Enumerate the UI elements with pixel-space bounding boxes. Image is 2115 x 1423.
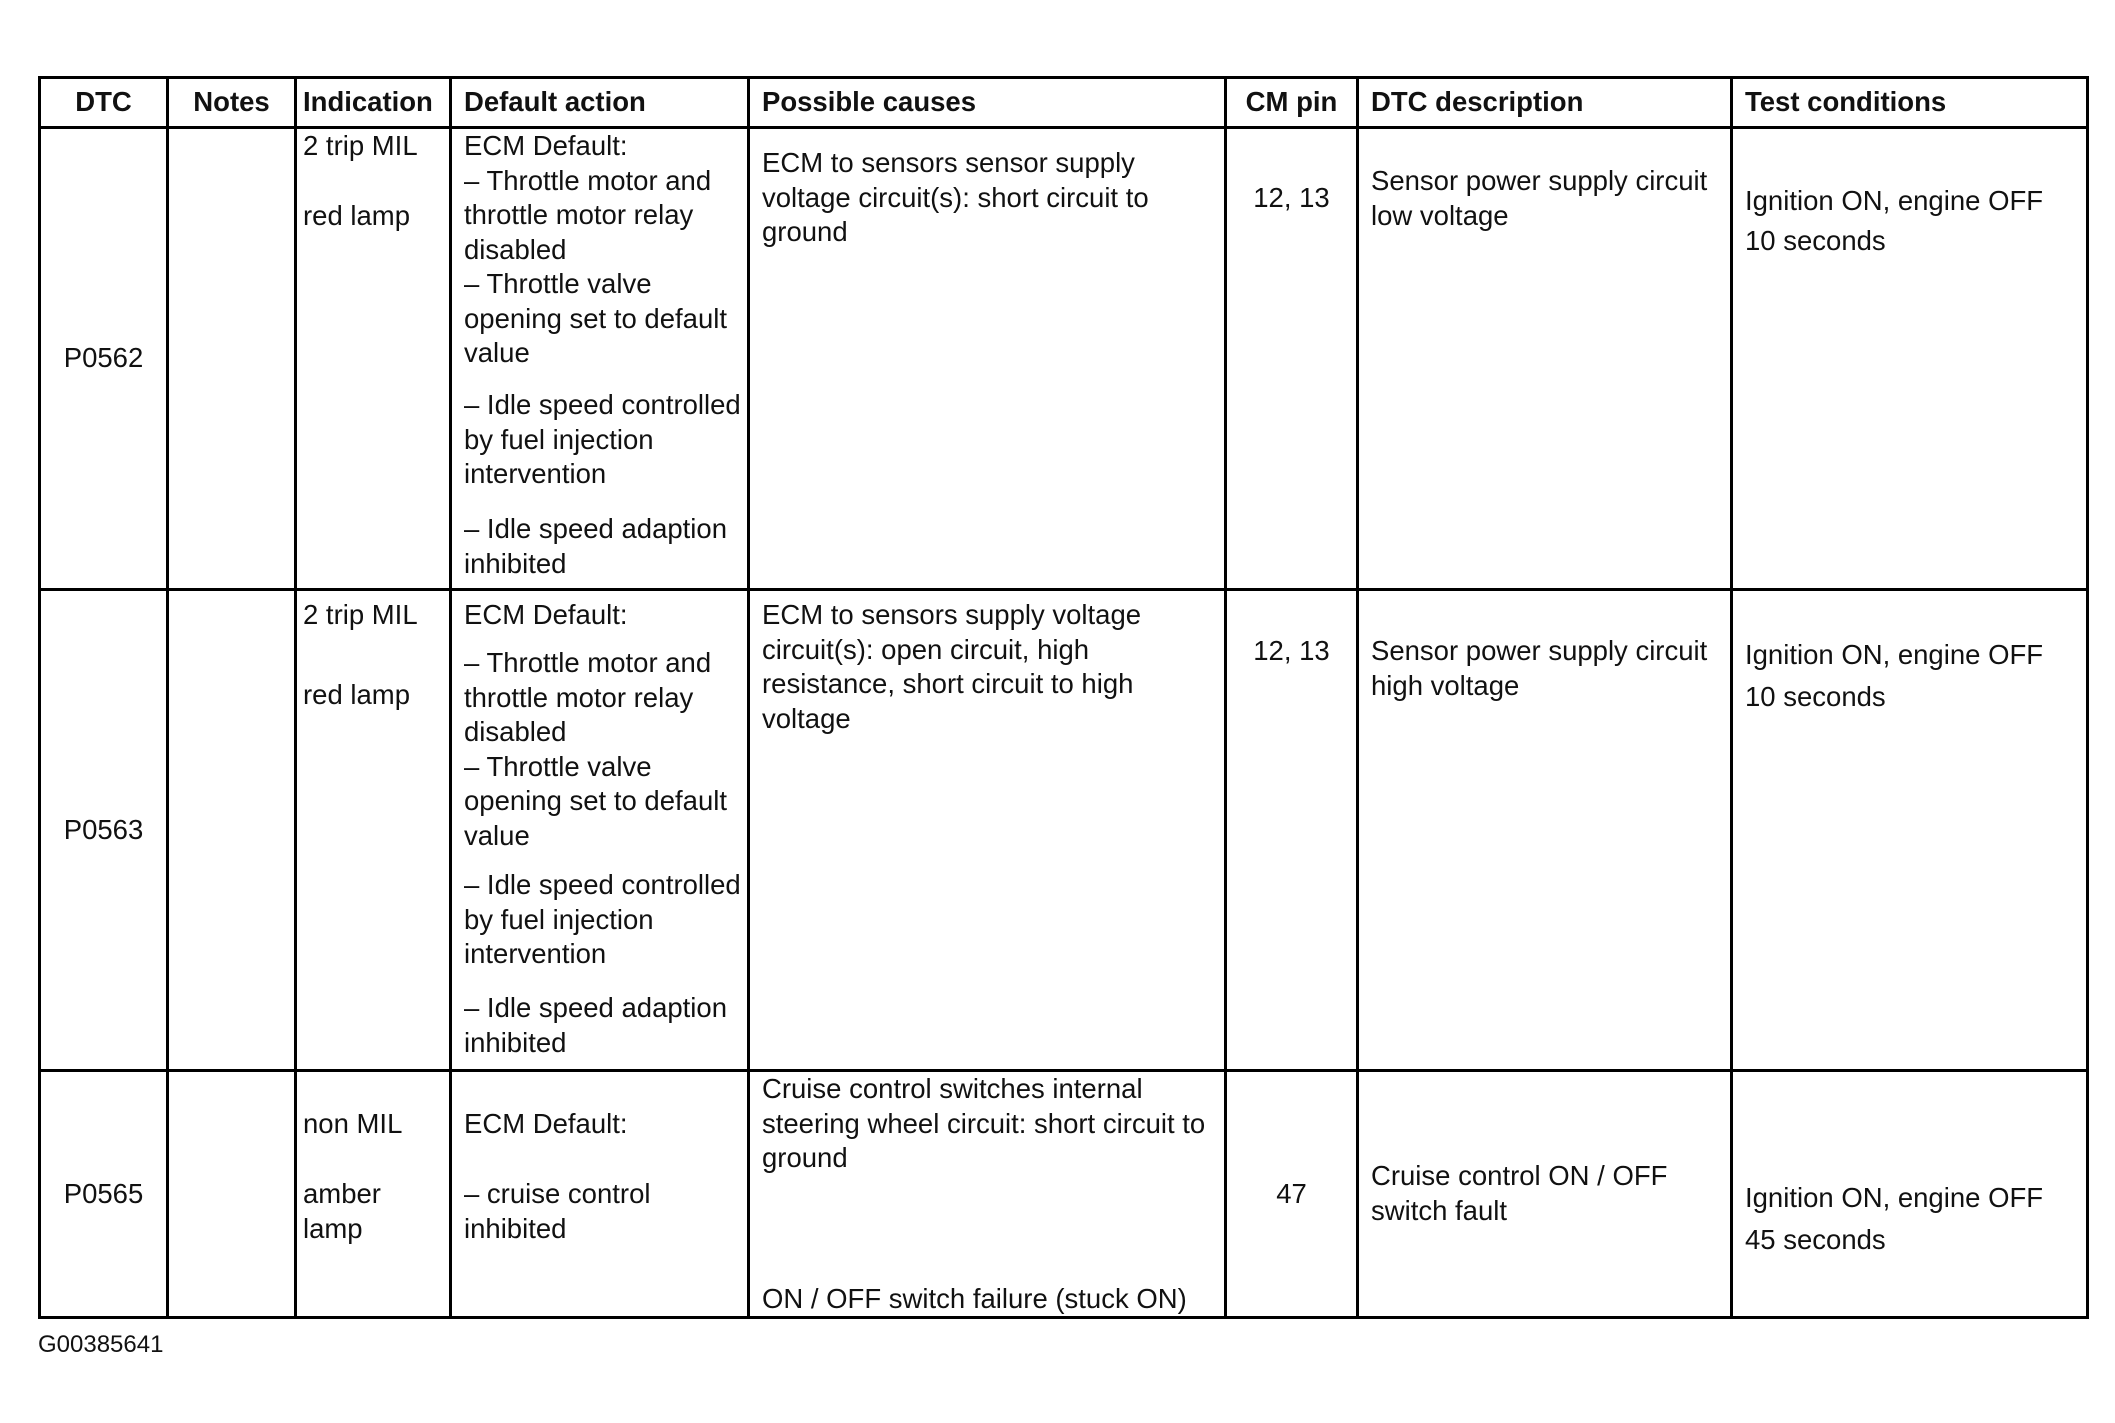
test-condition-line: 45 seconds	[1745, 1224, 1886, 1255]
header-cm-pin: CM pin	[1226, 78, 1358, 128]
table-row	[40, 128, 2088, 590]
description-line: high voltage	[1371, 669, 1520, 701]
indication-line: non MIL	[303, 1108, 403, 1139]
dtc-table	[38, 76, 2089, 1319]
header-dtc-description: DTC description	[1358, 78, 1732, 128]
cause-line: steering wheel circuit: short circuit to	[762, 1107, 1206, 1139]
description-line: Sensor power supply circuit	[1371, 165, 1708, 196]
cause-line: Cruise control switches internal	[762, 1073, 1143, 1104]
table-row	[40, 1071, 2088, 1318]
default-action-line: – Idle speed controlled	[464, 869, 741, 900]
default-action-title: ECM Default:	[464, 130, 628, 161]
indication-cell	[296, 1071, 451, 1318]
test-condition-line: Ignition ON, engine OFF	[1745, 639, 2044, 670]
default-action-line: throttle motor relay	[464, 199, 694, 230]
default-action-line: intervention	[464, 458, 607, 489]
default-action-line: – Throttle motor and	[464, 647, 712, 678]
description-line: Cruise control ON / OFF	[1371, 1160, 1668, 1191]
default-action-title: ECM Default:	[464, 1108, 628, 1139]
header-test-conditions: Test conditions	[1732, 78, 2088, 128]
cause-line: voltage	[762, 702, 851, 734]
cause-line: voltage circuit(s): short circuit to	[762, 181, 1149, 213]
cause-line: ECM to sensors supply voltage	[762, 599, 1142, 630]
cm-pin-value: 47	[1276, 1178, 1307, 1209]
header-notes: Notes	[168, 78, 296, 128]
cm-pin-cell	[1226, 1071, 1358, 1318]
header-indication: Indication	[296, 78, 451, 128]
cause-line: ground	[762, 216, 848, 247]
cm-pin-cell	[1226, 590, 1358, 1071]
default-action-line: inhibited	[464, 1212, 567, 1244]
test-condition-line: 10 seconds	[1745, 681, 1886, 712]
default-action-line: by fuel injection	[464, 903, 654, 935]
default-action-line: opening set to default	[464, 785, 727, 816]
header-row	[40, 78, 2088, 128]
default-action-line: inhibited	[464, 547, 567, 579]
test-condition-line: Ignition ON, engine OFF	[1745, 1182, 2044, 1213]
description-line: low voltage	[1371, 199, 1509, 231]
default-action-line: – cruise control	[464, 1178, 651, 1209]
possible-causes-cell	[749, 590, 1226, 1071]
indication-line: 2 trip MIL	[303, 130, 418, 161]
default-action-line: – Throttle motor and	[464, 164, 712, 196]
default-action-line: – Throttle valve	[464, 750, 652, 782]
default-action-line: disabled	[464, 233, 567, 265]
table-row	[40, 590, 2088, 1071]
possible-causes-cell	[749, 1071, 1226, 1318]
default-action-line: by fuel injection	[464, 423, 654, 455]
notes-cell	[168, 128, 296, 590]
indication-line: red lamp	[303, 679, 410, 710]
default-action-title: ECM Default:	[464, 599, 628, 630]
default-action-cell	[451, 590, 749, 1071]
test-condition-line: 10 seconds	[1745, 225, 1886, 256]
default-action-line: – Idle speed controlled	[464, 389, 741, 420]
notes-cell	[168, 1071, 296, 1318]
default-action-cell	[451, 1071, 749, 1318]
dtc-description-cell	[1358, 590, 1732, 1071]
description-line: Sensor power supply circuit	[1371, 635, 1708, 666]
indication-cell	[296, 128, 451, 590]
default-action-line: value	[464, 337, 530, 368]
cause-line: ground	[762, 1142, 848, 1173]
cm-pin-value: 12, 13	[1253, 182, 1330, 213]
test-conditions-cell	[1732, 128, 2088, 590]
notes-cell	[168, 590, 296, 1071]
default-action-line: value	[464, 819, 530, 851]
default-action-cell	[451, 128, 749, 590]
indication-cell	[296, 590, 451, 1071]
default-action-line: throttle motor relay	[464, 681, 694, 713]
default-action-line: opening set to default	[464, 302, 727, 334]
indication-line: red lamp	[303, 200, 410, 231]
dtc-code: P0562	[40, 128, 168, 590]
header-default-action: Default action	[451, 78, 749, 128]
cause-line: ECM to sensors sensor supply	[762, 147, 1135, 178]
cm-pin-cell	[1226, 128, 1358, 590]
possible-causes-cell	[749, 128, 1226, 590]
indication-line: 2 trip MIL	[303, 599, 418, 630]
default-action-line: – Idle speed adaption	[464, 513, 727, 544]
description-line: switch fault	[1371, 1194, 1508, 1226]
figure-id: G00385641	[38, 1331, 164, 1358]
default-action-line: – Idle speed adaption	[464, 992, 727, 1023]
cause-line: resistance, short circuit to high	[762, 668, 1134, 699]
cm-pin-value: 12, 13	[1253, 635, 1330, 666]
header-dtc: DTC	[40, 78, 168, 128]
default-action-line: inhibited	[464, 1026, 567, 1058]
test-conditions-cell	[1732, 1071, 2088, 1318]
header-possible-causes: Possible causes	[749, 78, 1226, 128]
dtc-description-cell	[1358, 1071, 1732, 1318]
default-action-line: disabled	[464, 716, 567, 747]
cause-line: ON / OFF switch failure (stuck ON)	[762, 1283, 1187, 1314]
indication-line: lamp	[303, 1212, 363, 1244]
dtc-description-cell	[1358, 128, 1732, 590]
test-conditions-cell	[1732, 590, 2088, 1071]
indication-line: amber	[303, 1178, 381, 1209]
cause-line: circuit(s): open circuit, high	[762, 633, 1090, 665]
dtc-code: P0563	[40, 590, 168, 1071]
dtc-code: P0565	[40, 1071, 168, 1318]
test-condition-line: Ignition ON, engine OFF	[1745, 185, 2044, 216]
default-action-line: – Throttle valve	[464, 268, 652, 299]
default-action-line: intervention	[464, 938, 607, 969]
